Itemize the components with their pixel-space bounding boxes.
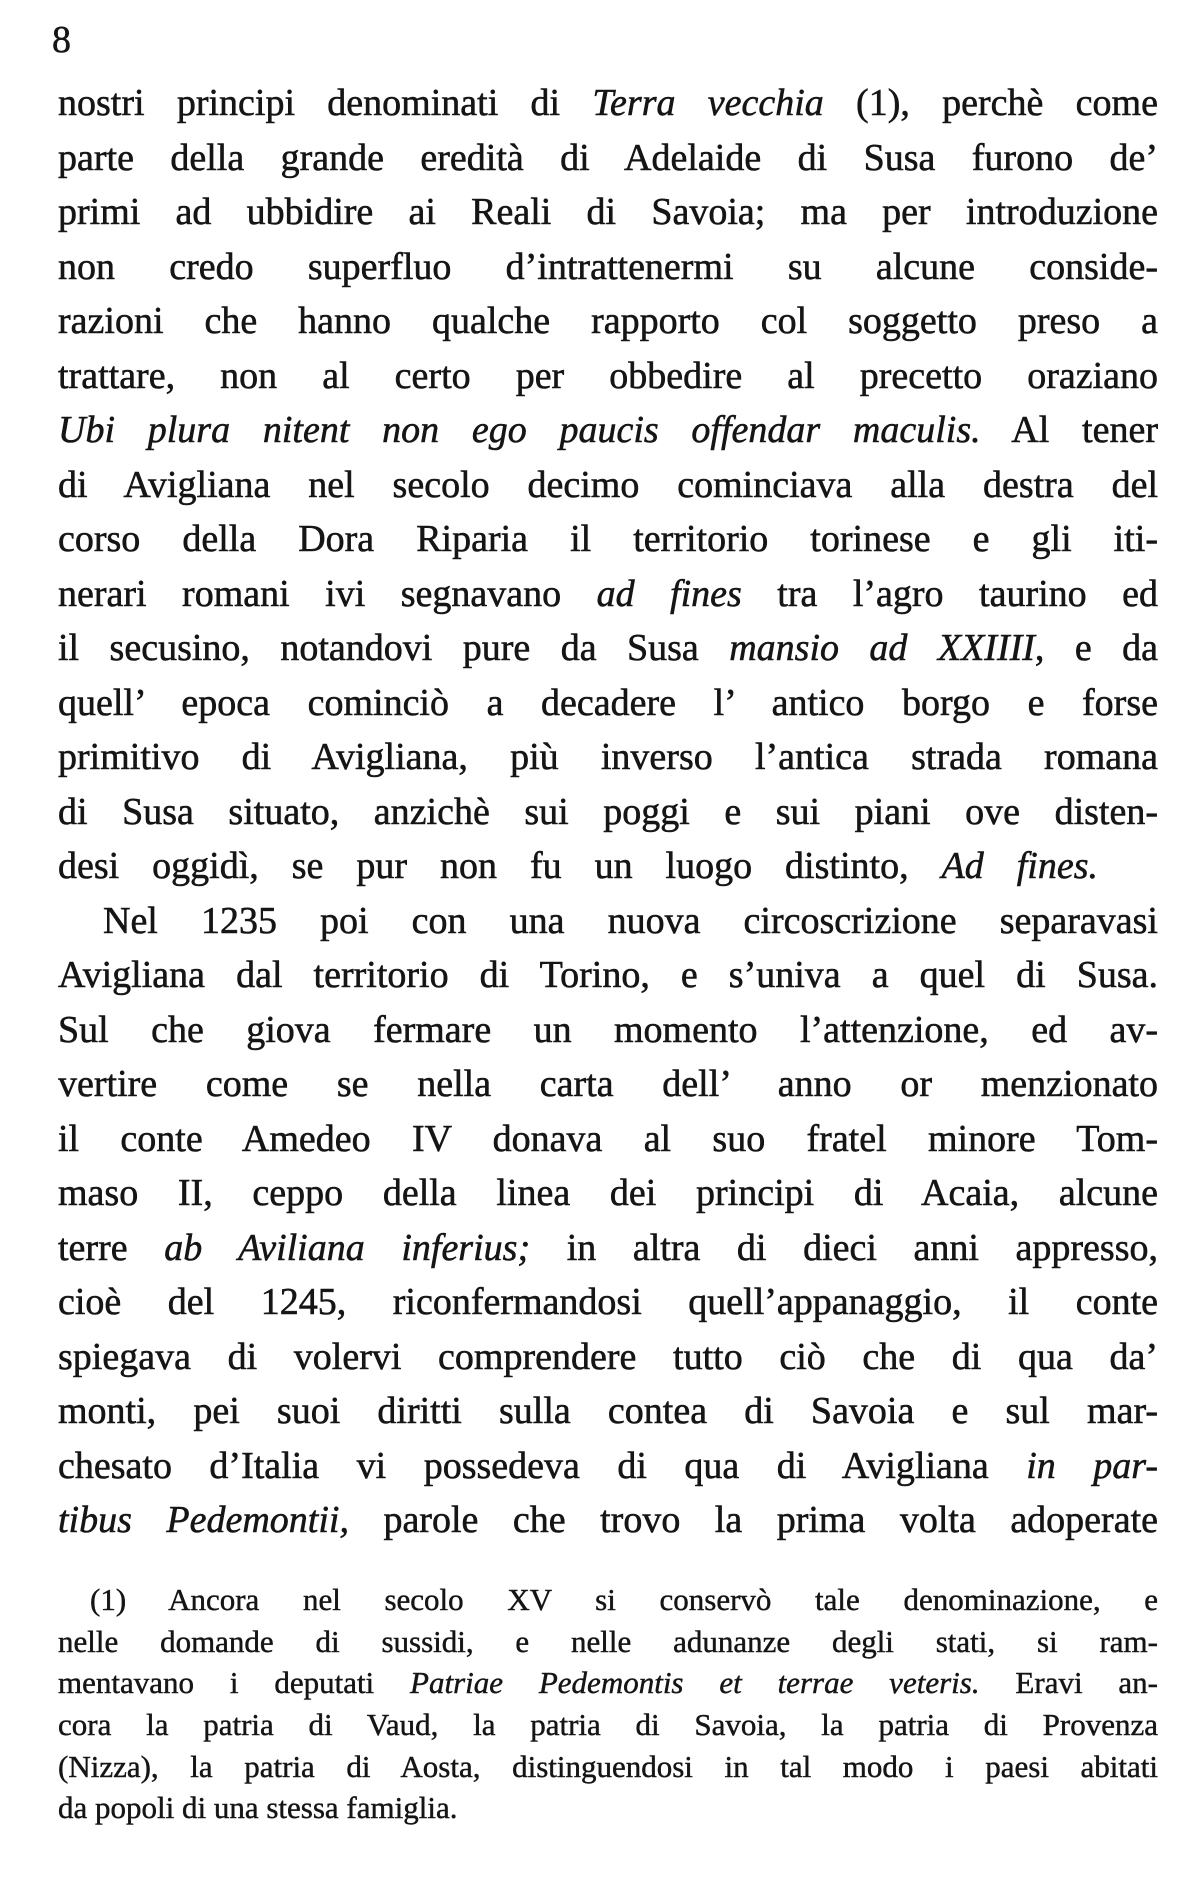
italic-text: ad fines xyxy=(596,572,742,615)
footnote-line xyxy=(58,1704,1158,1746)
line-text: Al tener xyxy=(980,409,1158,451)
text-line xyxy=(58,948,1158,1003)
text-line xyxy=(58,1330,1158,1385)
paragraph xyxy=(58,894,1158,1548)
line-text: mentavano i deputati xyxy=(58,1665,411,1701)
line-text: Nel 1235 poi con una nuova circoscrizione separavasi xyxy=(103,899,1158,942)
text-line xyxy=(58,403,1158,458)
paragraph xyxy=(58,76,1158,894)
footnote-line xyxy=(58,1579,1158,1621)
footnote xyxy=(58,1579,1158,1829)
main-text xyxy=(58,76,1158,1548)
text-line xyxy=(58,131,1158,186)
footnote-line xyxy=(58,1787,1158,1829)
line-text: nostri principi denominati di xyxy=(58,82,593,124)
line-text: Eravi an- xyxy=(979,1665,1158,1701)
italic-text: tibus Pedemontii, xyxy=(58,1499,349,1541)
line-text: nerari romani ivi segnavano xyxy=(58,572,597,615)
line-text: parole che trovo la prima volta adoperate xyxy=(348,1499,1158,1541)
line-text: non credo superfluo d’intrattenermi su alcune conside- xyxy=(58,245,1158,288)
text-line xyxy=(58,1275,1158,1330)
footnote-line xyxy=(58,1746,1158,1788)
line-text: (Nizza), la patria di Aosta, distinguendosi in tal modo i paesi abitati xyxy=(58,1748,1158,1784)
line-text: primi ad ubbidire ai Reali di Savoia; ma per introduzione xyxy=(58,191,1158,233)
italic-text: Patriae Pedemontis et terrae veteris. xyxy=(410,1665,980,1701)
text-line xyxy=(58,1221,1158,1276)
text-line xyxy=(58,1384,1158,1439)
line-text: di Avigliana nel secolo decimo cominciava alla destra del xyxy=(58,463,1158,506)
line-text: da popoli di una stessa famiglia. xyxy=(58,1790,458,1826)
line-text: cioè del 1245, riconfermandosi quell’appanaggio, il conte xyxy=(58,1281,1158,1323)
page-number: 8 xyxy=(52,19,71,61)
italic-text: Terra vecchia xyxy=(592,82,824,124)
footnote-line xyxy=(58,1662,1158,1704)
line-text: vertire come se nella carta dell’ anno or menzionato xyxy=(58,1063,1158,1105)
line-text: , e da xyxy=(1034,627,1158,669)
line-text: razioni che hanno qualche rapporto col soggetto preso a xyxy=(58,300,1158,342)
text-line xyxy=(58,567,1158,622)
text-line xyxy=(58,240,1158,295)
text-line xyxy=(58,349,1158,404)
text-line xyxy=(58,1112,1158,1167)
line-text: chesato d’Italia vi possedeva di qua di Avigliana xyxy=(58,1444,1027,1487)
italic-text: Ubi plura nitent non ego paucis offendar maculis. xyxy=(58,409,981,451)
line-text: desi oggidì, se pur non fu un luogo distinto, xyxy=(58,845,942,887)
text-line xyxy=(58,1057,1158,1112)
text-line xyxy=(58,512,1158,567)
line-text: (1) Ancora nel secolo XV si conservò tale denominazione, e xyxy=(90,1582,1158,1617)
text-line xyxy=(58,730,1158,785)
text-line xyxy=(58,1493,1158,1548)
text-line xyxy=(58,894,1158,949)
line-text: maso II, ceppo della linea dei principi di Acaia, alcune xyxy=(58,1172,1158,1214)
line-text: Sul che giova fermare un momento l’attenzione, ed av- xyxy=(58,1008,1158,1051)
italic-text: Ad fines. xyxy=(941,845,1098,887)
line-text: tra l’agro taurino ed xyxy=(741,572,1158,615)
line-text: il conte Amedeo IV donava al suo fratel minore Tom- xyxy=(58,1117,1158,1160)
text-line xyxy=(58,294,1158,349)
italic-text: mansio ad XXIIII xyxy=(729,627,1035,669)
line-text: primitivo di Avigliana, più inverso l’antica strada romana xyxy=(58,736,1158,778)
text-line xyxy=(58,458,1158,513)
line-text: (1), perchè come xyxy=(823,82,1158,124)
line-text: in altra di dieci anni appresso, xyxy=(530,1226,1158,1269)
text-line xyxy=(58,76,1158,131)
italic-text: ab Aviliana inferius; xyxy=(164,1226,531,1269)
text-line xyxy=(58,839,1098,894)
line-text: parte della grande eredità di Adelaide di Susa furono de’ xyxy=(58,136,1158,179)
text-line xyxy=(58,676,1158,731)
text-line xyxy=(58,1003,1158,1058)
line-text: nelle domande di sussidi, e nelle adunanze degli stati, si ram- xyxy=(58,1623,1158,1659)
text-line xyxy=(58,785,1158,840)
line-text: terre xyxy=(58,1226,165,1269)
italic-text: in par- xyxy=(1026,1444,1158,1487)
line-text: di Susa situato, anzichè sui poggi e sui piani ove disten- xyxy=(58,790,1158,833)
text-line xyxy=(58,621,1158,676)
line-text: cora la patria di Vaud, la patria di Savoia, la patria di Provenza xyxy=(58,1707,1158,1743)
line-text: trattare, non al certo per obbedire al precetto oraziano xyxy=(58,354,1158,397)
text-line xyxy=(58,185,1158,240)
line-text: monti, pei suoi diritti sulla contea di Savoia e sul mar- xyxy=(58,1390,1158,1432)
text-line xyxy=(58,1166,1158,1221)
line-text: quell’ epoca cominciò a decadere l’ antico borgo e forse xyxy=(58,681,1158,724)
footnote-line xyxy=(58,1621,1158,1663)
line-text: il secusino, notandovi pure da Susa xyxy=(58,627,730,669)
line-text: corso della Dora Riparia il territorio torinese e gli iti- xyxy=(58,518,1158,560)
line-text: Avigliana dal territorio di Torino, e s’univa a quel di Susa. xyxy=(58,954,1158,996)
text-line xyxy=(58,1439,1158,1494)
line-text: spiegava di volervi comprendere tutto ciò che di qua da’ xyxy=(58,1335,1158,1378)
